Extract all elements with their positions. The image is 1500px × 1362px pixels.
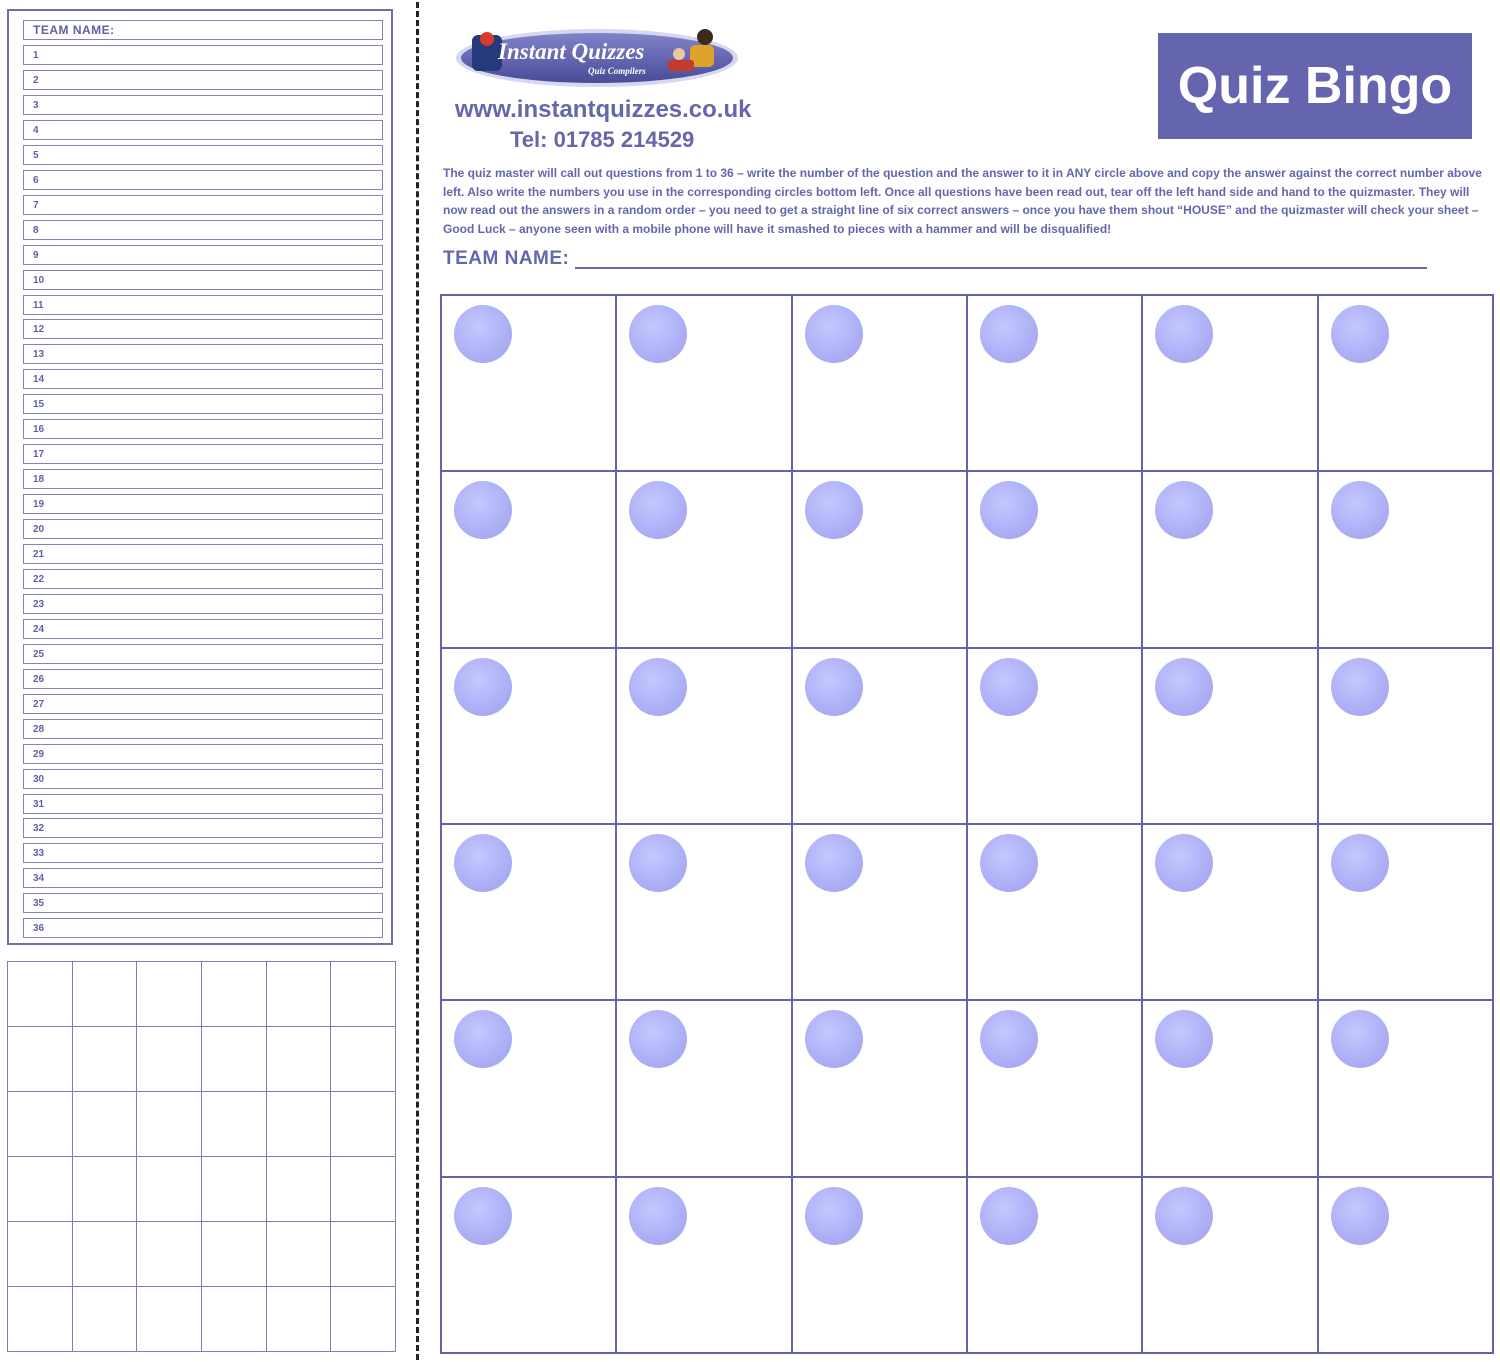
number-circle[interactable]	[629, 1187, 687, 1245]
number-circle[interactable]	[1331, 658, 1389, 716]
answer-row[interactable]: 15	[23, 394, 383, 414]
number-grid-cell[interactable]	[8, 1222, 73, 1287]
bingo-cell[interactable]	[616, 1000, 791, 1176]
number-circle[interactable]	[805, 658, 863, 716]
bingo-cell[interactable]	[792, 824, 967, 1000]
answer-row[interactable]: 14	[23, 369, 383, 389]
number-grid-cell[interactable]	[8, 1027, 73, 1092]
number-circle[interactable]	[1331, 1187, 1389, 1245]
number-grid-cell[interactable]	[266, 1157, 331, 1222]
bingo-cell[interactable]	[616, 471, 791, 647]
telephone: Tel: 01785 214529	[510, 127, 695, 152]
answer-row[interactable]: 9	[23, 245, 383, 265]
number-grid-cell[interactable]	[72, 1092, 137, 1157]
number-grid-cell[interactable]	[8, 1287, 73, 1352]
bingo-cell[interactable]	[967, 1000, 1142, 1176]
number-grid-cell[interactable]	[8, 1157, 73, 1222]
bingo-cell[interactable]	[1318, 1000, 1493, 1176]
number-grid	[7, 961, 396, 1352]
answer-row[interactable]: 28	[23, 719, 383, 739]
answer-row[interactable]: 2	[23, 70, 383, 90]
number-circle[interactable]	[1155, 1010, 1213, 1068]
answer-row[interactable]: 23	[23, 594, 383, 614]
answer-row[interactable]: 10	[23, 270, 383, 290]
bingo-cell[interactable]	[1142, 295, 1317, 471]
answer-row[interactable]: 17	[23, 444, 383, 464]
bingo-cell[interactable]	[1318, 295, 1493, 471]
number-circle[interactable]	[1155, 658, 1213, 716]
number-circle[interactable]	[1155, 834, 1213, 892]
answer-row[interactable]: 31	[23, 794, 383, 814]
number-grid-cell[interactable]	[137, 1027, 202, 1092]
number-grid-cell[interactable]	[331, 1287, 396, 1352]
number-grid-cell[interactable]	[137, 1092, 202, 1157]
number-grid-cell[interactable]	[72, 962, 137, 1027]
bingo-cell[interactable]	[967, 1177, 1142, 1353]
instant-quizzes-logo	[454, 27, 740, 89]
bingo-cell[interactable]	[1142, 1177, 1317, 1353]
number-grid-cell[interactable]	[201, 1222, 266, 1287]
number-circle[interactable]	[1155, 1187, 1213, 1245]
answer-row[interactable]: 8	[23, 220, 383, 240]
number-circle[interactable]	[805, 1187, 863, 1245]
number-circle[interactable]	[454, 658, 512, 716]
answer-row[interactable]: 36	[23, 918, 383, 938]
number-grid-cell[interactable]	[201, 1027, 266, 1092]
number-circle[interactable]	[629, 834, 687, 892]
number-circle[interactable]	[454, 1010, 512, 1068]
bingo-cell[interactable]	[1142, 648, 1317, 824]
team-name-label: TEAM NAME:	[443, 248, 570, 269]
bingo-cell[interactable]	[1318, 471, 1493, 647]
bingo-cell[interactable]	[967, 824, 1142, 1000]
number-grid-cell[interactable]	[331, 1027, 396, 1092]
logo-name: Instant Quizzes	[498, 39, 645, 64]
answer-row[interactable]: 35	[23, 893, 383, 913]
bingo-cell[interactable]	[1318, 648, 1493, 824]
number-circle[interactable]	[805, 834, 863, 892]
number-grid-cell[interactable]	[8, 962, 73, 1027]
bingo-grid	[440, 294, 1494, 1354]
bingo-cell[interactable]	[441, 824, 616, 1000]
number-circle[interactable]	[1331, 481, 1389, 539]
number-grid-cell[interactable]	[331, 1157, 396, 1222]
bingo-cell[interactable]	[792, 471, 967, 647]
answer-row[interactable]: 26	[23, 669, 383, 689]
bingo-cell[interactable]	[1142, 1000, 1317, 1176]
bingo-cell[interactable]	[967, 471, 1142, 647]
number-circle[interactable]	[1331, 834, 1389, 892]
bingo-cell[interactable]	[1318, 824, 1493, 1000]
answer-row[interactable]: 16	[23, 419, 383, 439]
number-grid-cell[interactable]	[72, 1222, 137, 1287]
answer-row[interactable]: 25	[23, 644, 383, 664]
page-title	[1158, 33, 1472, 139]
answer-team-name-row[interactable]: TEAM NAME:	[23, 20, 383, 40]
answer-row[interactable]: 7	[23, 195, 383, 215]
number-grid-cell[interactable]	[137, 1157, 202, 1222]
number-grid-cell[interactable]	[201, 1157, 266, 1222]
number-grid-cell[interactable]	[201, 962, 266, 1027]
answer-row[interactable]: 21	[23, 544, 383, 564]
bingo-cell[interactable]	[441, 295, 616, 471]
bingo-cell[interactable]	[1142, 471, 1317, 647]
answer-row[interactable]: 27	[23, 694, 383, 714]
number-grid-cell[interactable]	[72, 1287, 137, 1352]
bingo-cell[interactable]	[792, 1177, 967, 1353]
bingo-cell[interactable]	[616, 1177, 791, 1353]
number-grid-cell[interactable]	[137, 1222, 202, 1287]
number-grid-cell[interactable]	[72, 1027, 137, 1092]
number-circle[interactable]	[980, 1010, 1038, 1068]
bingo-cell[interactable]	[441, 648, 616, 824]
number-circle[interactable]	[1331, 305, 1389, 363]
bingo-cell[interactable]	[1318, 1177, 1493, 1353]
bingo-cell[interactable]	[616, 648, 791, 824]
number-grid-cell[interactable]	[137, 962, 202, 1027]
number-circle[interactable]	[454, 834, 512, 892]
answer-row[interactable]: 34	[23, 868, 383, 888]
number-circle[interactable]	[629, 481, 687, 539]
bingo-cell[interactable]	[792, 648, 967, 824]
number-grid-cell[interactable]	[266, 962, 331, 1027]
number-circle[interactable]	[980, 658, 1038, 716]
page-title-text: Quiz Bingo	[1177, 57, 1453, 115]
answer-row[interactable]: 22	[23, 569, 383, 589]
number-circle[interactable]	[980, 1187, 1038, 1245]
answer-row[interactable]: 20	[23, 519, 383, 539]
answer-row[interactable]: 3	[23, 95, 383, 115]
bingo-cell[interactable]	[967, 295, 1142, 471]
answer-row[interactable]: 11	[23, 295, 383, 315]
number-grid-cell[interactable]	[137, 1287, 202, 1352]
number-circle[interactable]	[629, 1010, 687, 1068]
number-grid-cell[interactable]	[266, 1092, 331, 1157]
number-circle[interactable]	[980, 834, 1038, 892]
bingo-cell[interactable]	[441, 471, 616, 647]
number-grid-cell[interactable]	[266, 1222, 331, 1287]
answer-row[interactable]: 12	[23, 319, 383, 339]
number-grid-cell[interactable]	[331, 1092, 396, 1157]
number-circle[interactable]	[805, 305, 863, 363]
number-grid-cell[interactable]	[72, 1157, 137, 1222]
bingo-cell[interactable]	[616, 295, 791, 471]
answer-row[interactable]: 30	[23, 769, 383, 789]
bingo-cell[interactable]	[441, 1177, 616, 1353]
answer-row[interactable]: 6	[23, 170, 383, 190]
answer-row[interactable]: 1	[23, 45, 383, 65]
answer-row[interactable]: 5	[23, 145, 383, 165]
number-circle[interactable]	[454, 1187, 512, 1245]
number-circle[interactable]	[454, 481, 512, 539]
number-grid-cell[interactable]	[201, 1287, 266, 1352]
instructions-text: The quiz master will call out questions from 1 to 36 – write the number of the question and the answer to it in ANY circle above and copy the answer against the correct number above left. Also write the numbers you use in the corresponding circles bottom left. Once all questions have been read out, tear off the left hand side and hand to the quizmaster. They will now read out the answers in a random order – you need to get a straight line of six correct answers – once you have them shout “HOUSE” and the quizmaster will check your sheet – Good Luck – anyone seen with a mobile phone will have it smashed to pieces with a hammer and will be disqualified!	[443, 166, 1482, 236]
answer-row[interactable]: 18	[23, 469, 383, 489]
number-circle[interactable]	[980, 481, 1038, 539]
bingo-cell[interactable]	[792, 295, 967, 471]
number-circle[interactable]	[454, 305, 512, 363]
number-grid-cell[interactable]	[201, 1092, 266, 1157]
number-circle[interactable]	[629, 658, 687, 716]
bingo-cell[interactable]	[1142, 824, 1317, 1000]
number-circle[interactable]	[980, 305, 1038, 363]
bingo-cell[interactable]	[441, 1000, 616, 1176]
number-grid-cell[interactable]	[331, 962, 396, 1027]
bingo-cell[interactable]	[967, 648, 1142, 824]
bingo-cell[interactable]	[792, 1000, 967, 1176]
answer-row[interactable]: 13	[23, 344, 383, 364]
tear-line	[416, 2, 419, 1360]
number-circle[interactable]	[1155, 481, 1213, 539]
number-circle[interactable]	[1155, 305, 1213, 363]
number-grid-cell[interactable]	[266, 1027, 331, 1092]
answer-row[interactable]: 24	[23, 619, 383, 639]
bingo-cell[interactable]	[616, 824, 791, 1000]
answer-panel	[7, 9, 393, 945]
logo-tagline: Quiz Compilers	[588, 66, 646, 76]
answer-row[interactable]: 29	[23, 744, 383, 764]
answer-row[interactable]: 33	[23, 843, 383, 863]
answer-row[interactable]: 4	[23, 120, 383, 140]
number-circle[interactable]	[805, 1010, 863, 1068]
number-grid-cell[interactable]	[331, 1222, 396, 1287]
team-name-line[interactable]	[575, 267, 1427, 269]
number-grid-cell[interactable]	[266, 1287, 331, 1352]
number-grid-cell[interactable]	[8, 1092, 73, 1157]
website-link[interactable]: www.instantquizzes.co.uk	[455, 96, 752, 123]
number-circle[interactable]	[629, 305, 687, 363]
answer-row[interactable]: 19	[23, 494, 383, 514]
number-circle[interactable]	[805, 481, 863, 539]
answer-row[interactable]: 32	[23, 818, 383, 838]
number-circle[interactable]	[1331, 1010, 1389, 1068]
